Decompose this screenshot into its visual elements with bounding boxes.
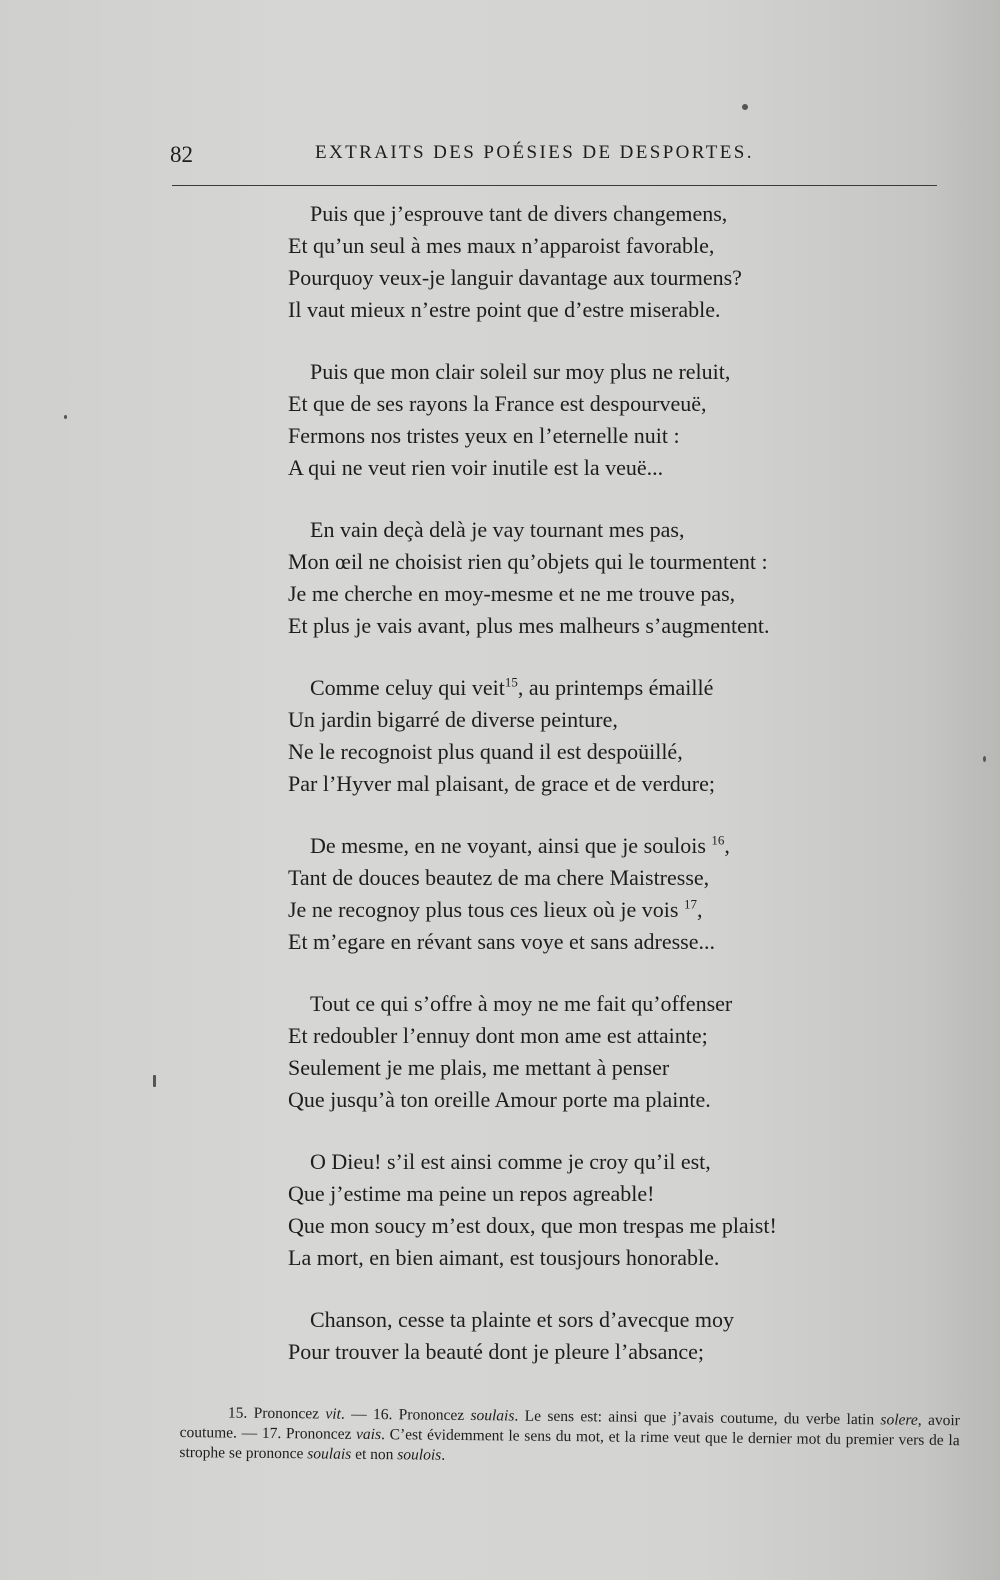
running-title: EXTRAITS DES POÉSIES DE DESPORTES. bbox=[315, 142, 754, 163]
verse-line: Puis que j’esprouve tant de divers changemens, bbox=[310, 201, 728, 226]
verse-line: Pourquoy veux-je languir davantage aux tourmens? bbox=[288, 265, 742, 290]
poem bbox=[288, 198, 848, 1398]
stanza-8 bbox=[288, 1304, 848, 1368]
footnote-word: vit bbox=[325, 1405, 341, 1423]
stanza-4 bbox=[288, 672, 848, 800]
verse-line: En vain deçà delà je vay tournant mes pas, bbox=[310, 517, 685, 542]
footnote-text: , avoir coutume. — bbox=[179, 1411, 960, 1442]
footnote-word: vais bbox=[356, 1425, 382, 1444]
verse-line: A qui ne veut rien voir inutile est la veuë... bbox=[288, 455, 664, 480]
verse-line bbox=[288, 894, 848, 926]
verse-line: Ne le recognoist plus quand il est despoüillé, bbox=[288, 739, 683, 764]
footnote-text: Prononcez bbox=[392, 1406, 471, 1425]
verse-line: Pour trouver la beauté dont je pleure l’absance; bbox=[288, 1339, 705, 1364]
header-rule bbox=[172, 185, 937, 186]
footnote-text: Prononcez bbox=[281, 1425, 357, 1443]
footnote-ref-16: 16 bbox=[711, 832, 725, 848]
verse-line: Que mon soucy m’est doux, que mon trespas me plaist! bbox=[288, 1213, 777, 1238]
stanza-2 bbox=[288, 356, 848, 484]
verse-text: , bbox=[724, 833, 730, 858]
paper-speck bbox=[64, 415, 67, 419]
verse-line: Puis que mon clair soleil sur moy plus ne reluit, bbox=[310, 359, 731, 384]
footnote-number-16: 16. bbox=[372, 1406, 393, 1424]
verse-text: De mesme, en ne voyant, ainsi que je soulois bbox=[310, 833, 706, 858]
verse-text: Je ne recognoy plus tous ces lieux où je vois bbox=[288, 897, 679, 922]
page-number: 82 bbox=[170, 142, 193, 167]
footnote-text: . Le sens est: ainsi que j’avais coutume, du verbe latin bbox=[514, 1407, 881, 1429]
verse-text: , bbox=[696, 897, 703, 922]
verse-line: Que jusqu’à ton oreille Amour porte ma plainte. bbox=[288, 1087, 711, 1112]
footnote-word: soulois bbox=[397, 1446, 442, 1464]
footnote-word: solere bbox=[880, 1411, 918, 1429]
verse-line: O Dieu! s’il est ainsi comme je croy qu’il est, bbox=[310, 1149, 711, 1174]
footnote-text: . — bbox=[340, 1405, 374, 1424]
footnote-number-15: 15. bbox=[227, 1404, 248, 1422]
footnote-text: . C’est évidemment le sens du mot, et la rime veut que le dernier mot du premier vers de la strophe se prononce bbox=[179, 1426, 960, 1463]
paper-speck bbox=[742, 104, 748, 110]
footnote-ref-17: 17 bbox=[683, 896, 697, 912]
footnote-text: Prononcez bbox=[247, 1404, 326, 1423]
stanza-1 bbox=[288, 198, 848, 326]
stanza-5 bbox=[288, 830, 848, 958]
verse-line: Tant de douces beautez de ma chere Maistresse, bbox=[288, 865, 710, 890]
stanza-7 bbox=[288, 1146, 848, 1274]
footnote-block bbox=[179, 1403, 960, 1471]
verse-line: Et qu’un seul à mes maux n’apparoist favorable, bbox=[288, 233, 715, 258]
stanza-3 bbox=[288, 514, 848, 642]
verse-line: Je me cherche en moy-mesme et ne me trouve pas, bbox=[288, 581, 736, 606]
verse-line: La mort, en bien aimant, est tousjours honorable. bbox=[288, 1245, 720, 1270]
verse-line: Un jardin bigarré de diverse peinture, bbox=[288, 707, 618, 732]
verse-line: Il vaut mieux n’estre point que d’estre miserable. bbox=[288, 297, 721, 322]
verse-text: , au printemps émaillé bbox=[517, 675, 714, 700]
verse-line: Seulement je me plais, me mettant à penser bbox=[288, 1055, 670, 1080]
verse-line: Fermons nos tristes yeux en l’eternelle nuit : bbox=[288, 423, 680, 448]
stanza-6 bbox=[288, 988, 848, 1116]
footnote-text: et non bbox=[351, 1445, 398, 1464]
verse-line: Et m’egare en révant sans voye et sans adresse... bbox=[288, 929, 716, 954]
page-header bbox=[170, 138, 940, 170]
verse-line: Mon œil ne choisist rien qu’objets qui le tourmentent : bbox=[288, 549, 768, 574]
verse-line: Et que de ses rayons la France est despourveuë, bbox=[288, 391, 707, 416]
footnote-word: soulais bbox=[307, 1445, 352, 1463]
verse-text: Comme celuy qui veit bbox=[310, 675, 505, 700]
paper-speck bbox=[983, 756, 986, 762]
footnote-text: . bbox=[441, 1446, 446, 1464]
verse-line bbox=[288, 672, 848, 704]
footnote-word: soulais bbox=[470, 1407, 515, 1425]
verse-line: Tout ce qui s’offre à moy ne me fait qu’offenser bbox=[310, 991, 733, 1016]
verse-line: Que j’estime ma peine un repos agreable! bbox=[288, 1181, 655, 1206]
verse-line: Par l’Hyver mal plaisant, de grace et de verdure; bbox=[288, 771, 715, 796]
footnotes bbox=[179, 1403, 960, 1471]
paper-speck bbox=[153, 1075, 156, 1087]
footnote-ref-15: 15 bbox=[504, 674, 518, 690]
verse-line bbox=[288, 830, 848, 862]
verse-line: Chanson, cesse ta plainte et sors d’avecque moy bbox=[310, 1307, 734, 1332]
verse-line: Et plus je vais avant, plus mes malheurs s’augmentent. bbox=[288, 613, 770, 638]
footnote-number-17: 17. bbox=[261, 1424, 282, 1443]
verse-line: Et redoubler l’ennuy dont mon ame est attainte; bbox=[288, 1023, 708, 1048]
